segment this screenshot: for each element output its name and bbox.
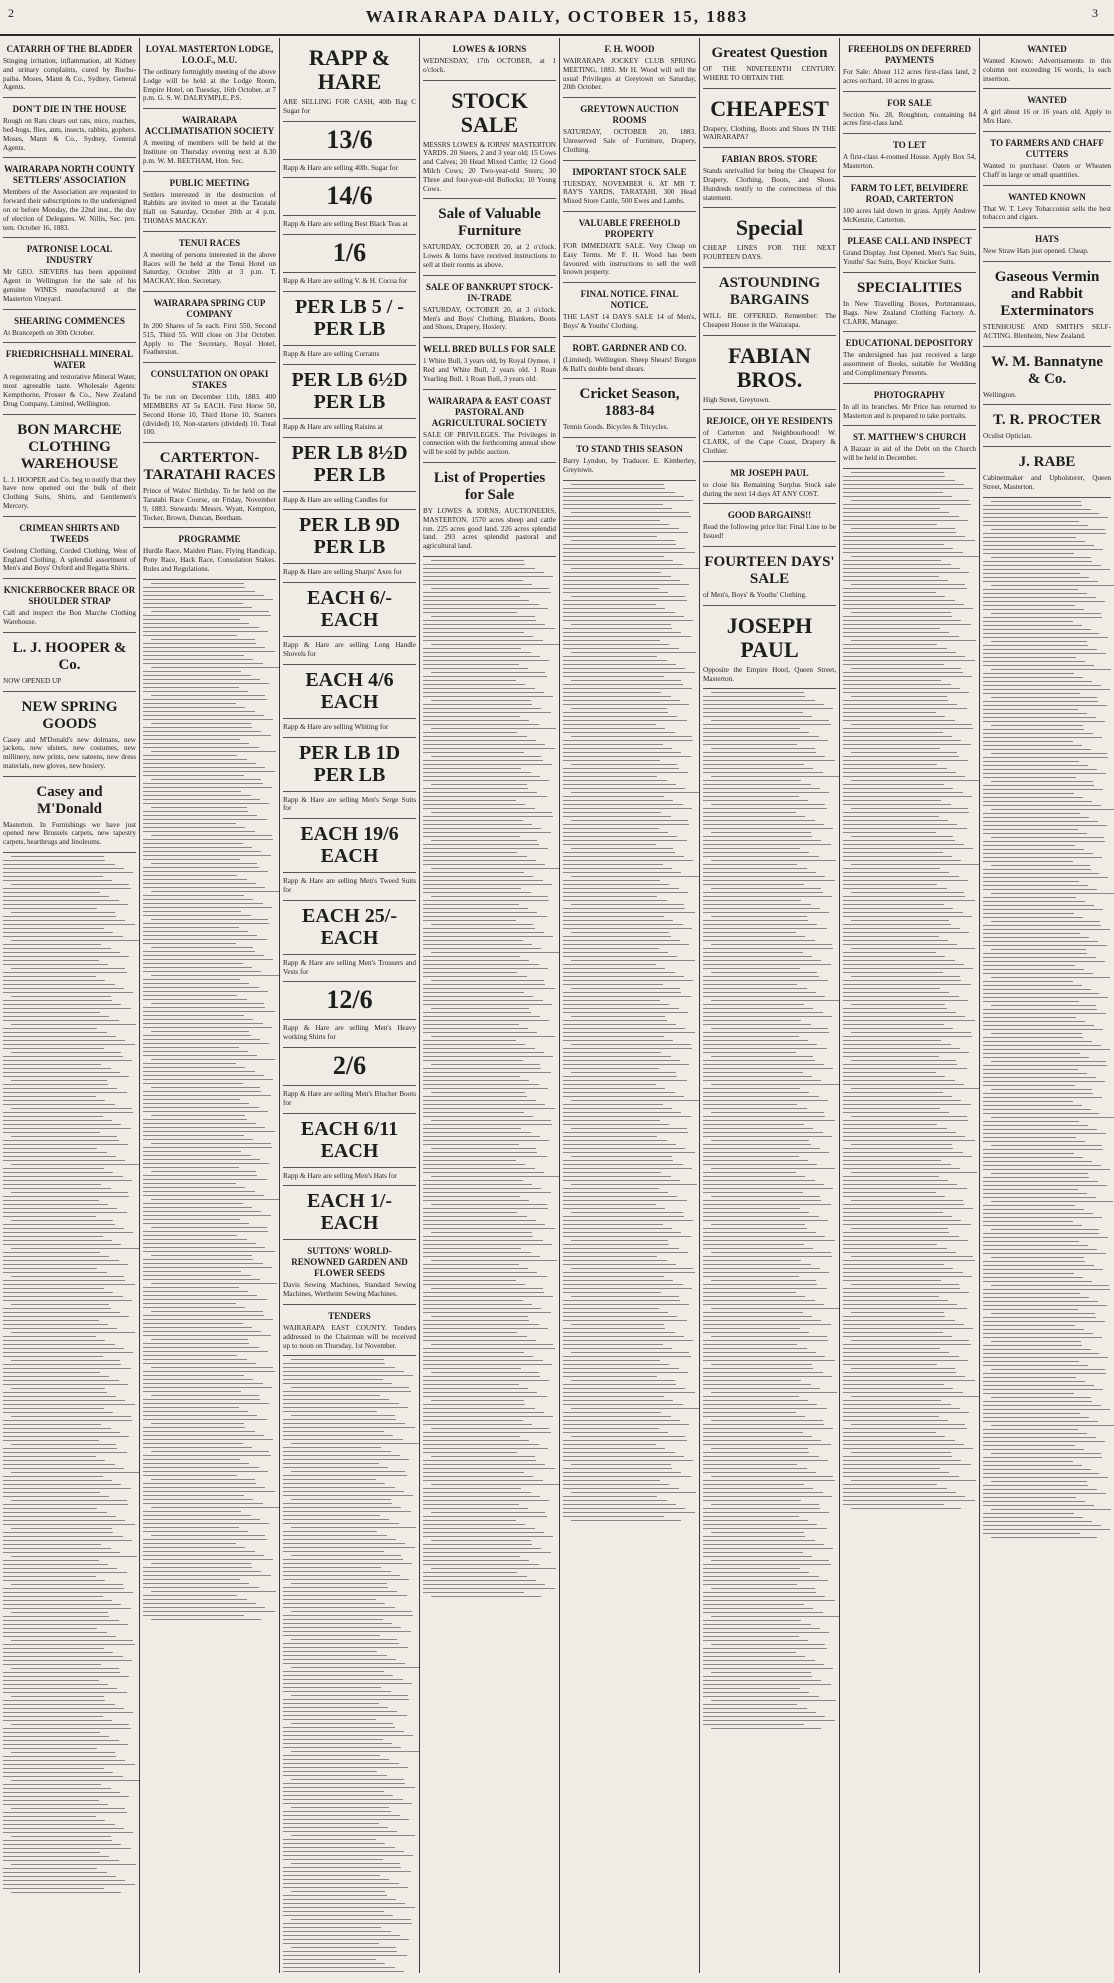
price-figure: PER LB 6½D PER LB [291, 368, 408, 413]
advertisement [143, 528, 276, 579]
ad-heading: FREEHOLDS ON DEFERRED PAYMENTS [847, 44, 972, 65]
ad-heading: GOOD BARGAINS!! [727, 510, 812, 521]
advertisement [3, 415, 136, 517]
advertisement [283, 510, 416, 564]
advertisement [3, 517, 136, 579]
advertisement [3, 579, 136, 633]
advertisement [283, 492, 416, 511]
price-figure: PER LB 9D PER LB [298, 514, 401, 559]
advertisement [283, 292, 416, 346]
ad-body-text: of Men's, Boys' & Youths' Clothing. [703, 590, 807, 599]
ad-body-text: Mr GEO. SIEVERS has been appointed Agent in Wellington for the sale of his genuine WINES manufactured at the Masterton Vineyard. [3, 268, 136, 303]
ad-heading: PHOTOGRAPHY [873, 389, 946, 400]
advertisement [283, 235, 416, 273]
ad-heading: ROBT. GARDNER AND CO. [572, 342, 687, 353]
price-figure: EACH 25/- EACH [302, 904, 397, 949]
advertisement [283, 419, 416, 438]
ad-heading: ST. MATTHEW'S CHURCH [853, 432, 966, 443]
advertisement [703, 547, 836, 606]
price-figure: PER LB 1D PER LB [298, 741, 401, 786]
ad-body-text: WAIRARAPA JOCKEY CLUB SPRING MEETING, 1883. Mr H. Wood will sell the usual Privileges at Greytown on Saturday, 20th October. [563, 57, 696, 92]
price-figure: 13/6 [326, 124, 373, 154]
fine-print-lines [983, 501, 1111, 1538]
newspaper-title: WAIRARAPA DAILY, OCTOBER 15, 1883 [365, 7, 749, 26]
ad-heading: T. R. PROCTER [992, 412, 1102, 429]
ad-heading: TENUI RACES [178, 237, 241, 248]
ad-heading: L. J. HOOPER & Co. [12, 639, 127, 673]
column-4 [420, 38, 559, 1973]
ad-body-text: A Bazaar in aid of the Debt on the Church will be held in December. [843, 445, 976, 463]
ad-heading: CARTERTON-TARATAHI RACES [143, 450, 276, 484]
ad-body-text: MESSRS LOWES & IORNS' MASTERTON YARDS. 20 Steers, 2 and 3 year old; 15 Cows and Calves; 20 Head Mixed Cattle; 12 Good Milch Cows; 20 Two-year-old Steers; 30 Three and four-year-old Bullocks; 10 Young Cows. [423, 140, 556, 193]
advertisement [563, 337, 696, 380]
price-figure: PER LB 8½D PER LB [291, 441, 408, 486]
ad-heading: STOCK SALE [451, 87, 528, 137]
ad-heading: Greatest Question [711, 45, 828, 61]
ad-body-text: TUESDAY, NOVEMBER 6. AT MR T. RAY'S YARDS, TARATAHI. 300 Head Mixed Store Cattle, 500 Ewes and Lambs. [563, 179, 696, 206]
advertisement [3, 633, 136, 692]
column-6 [700, 38, 839, 1973]
ad-body-text: 1 White Bull, 3 years old, by Royal Oymoe. 1 Red and White Bull, 2 years old. 1 Roan Yearling Bull. 1 Roan Bull, 3 years old. [423, 357, 556, 383]
ad-body-text: Rapp & Hare are selling Candles for [283, 495, 388, 504]
ad-body-text: STENHOUSE AND SMITH'S SELF-ACTING. Blenheim, New Zealand. [983, 322, 1111, 340]
ad-heading: List of Properties for Sale [433, 469, 546, 503]
ad-body-text: New Straw Hats just opened. Cheap. [983, 247, 1089, 256]
ad-heading: WANTED KNOWN [1008, 191, 1086, 202]
ad-heading: FINAL NOTICE. FINAL NOTICE. [580, 289, 679, 311]
ad-heading: TO STAND THIS SEASON [576, 444, 683, 455]
advertisement [3, 158, 136, 238]
ad-body-text: WAIRARAPA EAST COUNTY. Tenders addressed to the Chairman will be received up to noon on Thursday, 1st November. [283, 1323, 416, 1350]
advertisement [983, 186, 1111, 229]
advertisement [283, 873, 416, 901]
ad-body-text: THE LAST 14 DAYS SALE 14 of Men's, Boys' & Youths' Clothing. [563, 313, 696, 330]
advertisement [563, 38, 696, 98]
ad-body-text: Grand Display. Just Opened. Men's Sac Suits, Youths' Sac Suits, Boys' Knicker Suits. [843, 249, 976, 267]
advertisement [283, 1048, 416, 1086]
advertisement [283, 955, 416, 983]
ad-body-text: Rapp & Hare are selling Best Black Teas at [283, 220, 408, 229]
ad-body-text: (Limited). Wellington. Sheep Shears! Burgon & Ball's double bend shears. [563, 355, 696, 373]
price-figure: EACH 19/6 EACH [300, 823, 399, 868]
advertisement [843, 38, 976, 92]
ad-body-text: A girl about 16 or 16 years old. Apply to Mrs Hare. [983, 108, 1111, 126]
ad-heading: PUBLIC MEETING [169, 177, 250, 188]
advertisement [563, 438, 696, 481]
advertisement [843, 134, 976, 177]
advertisement [843, 332, 976, 383]
advertisement [423, 276, 556, 338]
column-3 [280, 38, 419, 1973]
ad-heading: FRIEDRICHSHALL MINERAL WATER [5, 349, 134, 371]
advertisement [983, 132, 1111, 186]
advertisement [563, 98, 696, 160]
advertisement [283, 901, 416, 955]
advertisement [283, 1168, 416, 1187]
price-figure: 12/6 [326, 985, 373, 1015]
ad-body-text: Wellington. [983, 390, 1017, 399]
ad-heading: PATRONISE LOCAL INDUSTRY [26, 244, 113, 266]
advertisement [983, 228, 1111, 262]
advertisement [283, 583, 416, 637]
ad-heading: JOSEPH PAUL [726, 612, 813, 662]
price-figure: EACH 6/11 EACH [300, 1117, 399, 1162]
ad-heading: TO LET [892, 140, 927, 151]
ad-body-text: Rapp & Hare are selling Men's Blucher Boots for [283, 1089, 416, 1107]
fine-print-lines [843, 472, 976, 1509]
advertisement [703, 606, 836, 690]
ad-body-text: High Street, Greytown. [703, 395, 771, 404]
advertisement [283, 665, 416, 719]
ad-body-text: A meeting of persons interested in the above Races will be held at the Tenui Hotel on Saturday, October 20th at 3 p.m. T. MACKAY, Hon. Secretary. [143, 250, 276, 286]
ad-body-text: Opposite the Empire Hotel, Queen Street, Masterton. [703, 665, 836, 683]
ad-heading: PROGRAMME [178, 534, 241, 545]
advertisement [563, 283, 696, 337]
ad-body-text: SATURDAY, OCTOBER 20, at 2 o'clock. Lowes & Iorns have received instructions to sell at their rooms as above. [423, 243, 556, 269]
ad-heading: SHEARING COMMENCES [14, 315, 125, 326]
ad-body-text: Prince of Wales' Birthday. To be held on the Taratahi Race Course, on Friday, November 9, 1883. Stewards: Messrs. Wyatt, Kempton, Tocker, Brown, Duncan, Beetham. [143, 487, 276, 522]
ad-heading: WANTED [1027, 44, 1067, 54]
ad-body-text: Rapp & Hare are selling Sharps' Axes for [283, 568, 402, 577]
ad-body-text: SATURDAY, OCTOBER 20, at 3 o'clock. Men's and Boys' Clothing, Blankets, Boots and Shoes, Drapery, Hosiery. [423, 305, 556, 332]
ad-body-text: A first-class 4-roomed House. Apply Box 54, Masterton. [843, 153, 976, 170]
masthead [0, 0, 1114, 34]
ad-body-text: The undersigned has just received a large assortment of Books, suitable for Wedding and Complimentary Presents. [843, 351, 976, 377]
ad-body-text: Stands unrivalled for being the Cheapest for Drapery, Clothing, Boots, and Shoes. Hundreds testify to the correctness of this statement. [703, 167, 836, 202]
column-8 [980, 38, 1114, 1973]
advertisement [143, 363, 276, 443]
ad-body-text: SATURDAY, OCTOBER 20, 1883. Unreserved Sale of Furniture, Drapery, Clothing. [563, 128, 696, 154]
column-5 [560, 38, 699, 1973]
ad-heading: WAIRARAPA ACCLIMATISATION SOCIETY [144, 115, 275, 137]
ad-body-text: Rapp & Hare are selling Currants [283, 349, 380, 358]
ad-body-text: Rapp & Hare are selling Whiting for [283, 722, 389, 731]
advertisement [563, 161, 696, 212]
advertisement [703, 148, 836, 208]
price-figure: 14/6 [326, 181, 373, 211]
ad-body-text: Rough on Rats clears out rats, mice, roaches, bed-bugs, flies, ants, insects, rabbits, gophers. Moses, Mann & Co., Sydney, General Agents. [3, 117, 136, 152]
ad-heading: CONSULTATION ON OPAKI STAKES [150, 369, 269, 391]
advertisement [283, 637, 416, 665]
ad-heading: KNICKERBOCKER BRACE OR SHOULDER STRAP [3, 585, 136, 607]
ad-heading: TENDERS [328, 1310, 371, 1321]
ad-body-text: In all its branches. Mr Price has returned to Masterton and is prepared to take portraits. [843, 402, 976, 420]
advertisement [843, 230, 976, 273]
ad-heading: VALUABLE FREEHOLD PROPERTY [578, 217, 681, 239]
advertisement [843, 177, 976, 231]
ad-body-text: Wanted to purchase: Oaten or Wheaten Chaff in large or small quantities. [983, 161, 1111, 179]
ad-body-text: NOW OPENED UP [3, 676, 62, 685]
ad-body-text: Settlers interested in the destruction of Rabbits are invited to meet at the Taratahi Hall on Saturday, October 20th at 4 p.m. THOMAS MACKAY. [143, 190, 276, 225]
masthead-rule [0, 34, 1114, 36]
ad-heading: REJOICE, OH YE RESIDENTS [706, 416, 833, 427]
ad-heading: Cricket Season, 1883-84 [579, 386, 680, 420]
ad-heading: EDUCATIONAL DEPOSITORY [845, 338, 974, 349]
ad-heading: TO FARMERS AND CHAFF CUTTERS [990, 137, 1104, 159]
ad-body-text: CHEAP LINES FOR THE NEXT FOURTEEN DAYS. [703, 244, 836, 262]
advertisement [983, 89, 1111, 132]
advertisement [703, 504, 836, 547]
ad-body-text: In New Travelling Boxes, Portmanteaus, Bags. New Zealand Clothing Factory. A. CLARK, Manager. [843, 299, 976, 326]
ad-heading: WANTED [1027, 95, 1067, 106]
ad-body-text: Rapp & Hare are selling Men's Tweed Suits for [283, 877, 416, 894]
ad-heading: FABIAN BROS. [728, 342, 811, 392]
advertisement [983, 347, 1111, 406]
ad-heading: FOURTEEN DAYS' SALE [704, 553, 835, 587]
advertisement [283, 1305, 416, 1356]
price-figure: EACH 6/- EACH [307, 587, 392, 632]
ad-body-text: of Carterton and Neighbourhood! W. CLARK, of the Cape Coast, Drapery & Clothier. [703, 429, 836, 455]
ad-heading: WAIRARAPA SPRING CUP COMPANY [153, 297, 266, 319]
advertisement [3, 343, 136, 414]
ad-heading: MR JOSEPH PAUL [730, 467, 809, 478]
advertisement [563, 212, 696, 283]
advertisement [703, 89, 836, 149]
ad-body-text: Section No. 28, Roughton, containing 84 acres first-class land. [843, 110, 976, 128]
ad-heading: CRIMEAN SHIRTS AND TWEEDS [19, 522, 120, 544]
advertisement [143, 38, 276, 109]
advertisement [703, 208, 836, 268]
advertisement [703, 462, 836, 505]
ad-heading: LOWES & IORNS [452, 44, 527, 54]
ad-heading: CHEAPEST [710, 95, 829, 121]
ad-heading: GREYTOWN AUCTION ROOMS [580, 104, 679, 126]
ad-heading: FOR SALE [887, 97, 932, 108]
advertisement [283, 216, 416, 235]
ad-body-text: to close his Remaining Surplus Stock sale during the next 14 days AT ANY COST. [703, 480, 836, 498]
ad-heading: NEW SPRING GOODS [21, 698, 118, 732]
ad-body-text: FOR IMMEDIATE SALE. Very Cheap on Easy Terms. Mr F. H. Wood has been favoured with instructions to sell the well known property. [563, 241, 696, 277]
fine-print-lines [283, 1359, 416, 1973]
advertisement [283, 346, 416, 365]
advertisement [423, 81, 556, 200]
ad-heading: FARM TO LET, BELVIDERE ROAD, CARTERTON [850, 182, 969, 204]
advertisement [283, 719, 416, 738]
ad-body-text: Barry Lyndon, by Traducer. E. Kimberley, Greytown. [563, 457, 696, 474]
ad-heading: HATS [1035, 234, 1059, 245]
ad-body-text: Rapp & Hare are selling 40lb. Sugar for [283, 163, 398, 172]
ad-body-text: In 200 Shares of 5s each. First 550, Second 515, Third 55. Will close on 31st October. Apply to The Secretary, Royal Hotel, Featherston. [143, 321, 276, 357]
ad-body-text: Davis Sewing Machines, Standard Sewing Machines, Wertheim Sewing Machines. [283, 1281, 416, 1299]
advertisement [283, 1240, 416, 1305]
ad-body-text: Geelong Clothing, Corded Clothing, West of England Clothing. A splendid assortment of Men's and Boys' Oxford and Regatta Shirts. [3, 546, 136, 573]
ad-body-text: Oculist Optician. [983, 432, 1033, 441]
ad-body-text: Rapp & Hare are selling Men's Trousers and Vests for [283, 958, 416, 976]
advertisement [283, 1020, 416, 1048]
advertisement [423, 199, 556, 275]
advertisement [143, 172, 276, 232]
advertisement [283, 1186, 416, 1240]
fine-print-lines [423, 560, 556, 1597]
ad-heading: Gaseous Vermin and Rabbit Exterminators [994, 268, 1100, 319]
advertisement [703, 336, 836, 411]
ad-heading: WAIRARAPA & EAST COAST PASTORAL AND AGRICULTURAL SOCIETY [427, 395, 552, 428]
ad-body-text: Rapp & Hare are selling Men's Serge Suits for [283, 795, 416, 813]
ad-heading: SALE OF BANKRUPT STOCK-IN-TRADE [425, 281, 554, 303]
advertisement [423, 463, 556, 557]
ad-body-text: WILL BE OFFERED. Remember: The Cheapest House in the Wairarapa. [703, 311, 836, 329]
ad-heading: WAIRARAPA NORTH COUNTY SETTLERS' ASSOCIATION [3, 164, 136, 186]
advertisement [843, 384, 976, 427]
ad-body-text: Masterton. In Furnishings we have just opened new Brussels carpets, new tapestry carpets, hearthrugs and linoleums. [3, 820, 136, 847]
ad-heading: IMPORTANT STOCK SALE [572, 166, 687, 177]
ad-body-text: Drapery, Clothing, Boots and Shoes IN THE WAIRARAPA? [703, 124, 836, 142]
advertisement [143, 109, 276, 171]
advertisement [703, 268, 836, 336]
advertisement [3, 692, 136, 777]
advertisement [3, 238, 136, 309]
advertisement [143, 443, 276, 528]
advertisement [283, 178, 416, 216]
advertisement [283, 273, 416, 292]
ad-heading: FABIAN BROS. STORE [721, 154, 818, 165]
ad-heading: SPECIALITIES [856, 279, 963, 296]
ad-body-text: Rapp & Hare are selling V. & H. Cocoa for [283, 277, 408, 286]
ad-body-text: Wanted Known: Advertisements in this column not exceeding 16 words, 1s each insertion. [983, 57, 1111, 83]
ad-body-text: A meeting of members will be held at the Institute on Thursday evening next at 8.30 p.m. W. M. BEETHAM, Hon. Sec. [143, 139, 276, 165]
advertisement [423, 390, 556, 463]
page-number-left: 2 [8, 6, 16, 20]
column-2 [140, 38, 279, 1973]
advertisement [983, 38, 1111, 89]
ad-body-text: Rapp & Hare are selling Men's Hats for [283, 1171, 398, 1180]
advertisement [423, 338, 556, 389]
ad-body-text: At Brancepeth on 30th October. [3, 328, 95, 337]
advertisement [283, 819, 416, 873]
ad-body-text: A regenerating and restorative Mineral Water, most agreeable taste. Wholesale Agents: Kempthorne, Prosser & Co., New Zealand Drug Company, Limited, Wellington. [3, 373, 136, 408]
ad-heading: Special [735, 215, 804, 241]
ad-body-text: SALE OF PRIVILEGES. The Privileges in connection with the forthcoming annual show will be sold by public auction. [423, 430, 556, 457]
advertisement [843, 273, 976, 332]
price-figure: 2/6 [332, 1050, 367, 1080]
column-1 [0, 38, 139, 1973]
ad-body-text: Stinging irritation, inflammation, all Kidney and urinary complaints, cured by Buchu-paiba. Moses, Mann & Co., Sydney, General Agents. [3, 57, 136, 92]
advertisement [423, 38, 556, 81]
ad-heading: WELL BRED BULLS FOR SALE [423, 344, 556, 355]
fine-print-lines [143, 583, 276, 1620]
ad-heading: RAPP & HARE [308, 45, 391, 94]
advertisement [703, 38, 836, 89]
advertisement [283, 160, 416, 179]
ad-heading: J. RABE [1018, 454, 1076, 471]
price-figure: 1/6 [332, 238, 367, 268]
ad-body-text: Members of the Association are requested to forward their subscriptions to the undersigned on or before Monday, the 22nd inst., the day of election of Delegates. W. Nillis, Sec. pro. tem. October 16, 1883. [3, 188, 136, 232]
ad-body-text: That W. T. Levy Tobacconist sells the best tobacco and cigars. [983, 204, 1111, 222]
advertisement [843, 92, 976, 135]
advertisement [3, 98, 136, 158]
advertisement [283, 564, 416, 583]
ad-body-text: Read the following price list: Final Line to be Issued! [703, 523, 836, 541]
ad-body-text: Cabinetmaker and Upholsterer, Queen Street, Masterton. [983, 474, 1111, 491]
fine-print-lines [563, 484, 696, 1521]
ad-body-text: Hurdle Race, Maiden Plate, Flying Handicap, Pony Race, Hack Race, Consolation Stakes. Rules and Regulations. [143, 547, 276, 573]
advertisement [843, 426, 976, 469]
advertisement [143, 292, 276, 363]
advertisement [3, 38, 136, 98]
ad-heading: LOYAL MASTERTON LODGE, I.O.O.F., M.U. [145, 44, 274, 65]
advertisement [283, 438, 416, 492]
ad-body-text: Rapp & Hare are selling Long Handle Shovels for [283, 641, 416, 658]
ad-heading: BON MARCHE CLOTHING WAREHOUSE [17, 421, 122, 472]
ad-body-text: Casey and M'Donald's new dolmans, new jackets, new ulsters, new costumes, new millinery, new prints, new sateens, new dress materials, new gloves, new hosiery. [3, 735, 136, 770]
ad-body-text: 100 acres laid down in grass. Apply Andrew McKenzie, Carterton. [843, 206, 976, 224]
advertisement [143, 232, 276, 292]
fine-print-lines [703, 692, 836, 1729]
advertisement [3, 777, 136, 853]
price-figure: EACH 4/6 EACH [305, 668, 394, 713]
ad-heading: F. H. WOOD [604, 44, 655, 54]
ad-body-text: BY LOWES & IORNS, AUCTIONEERS, MASTERTON. 1570 acres sheep and cattle run. 225 acres good land. 226 acres splendid land. 293 acres splendid pastoral and agricultural land. [423, 506, 556, 551]
price-figure: PER LB 5 / - PER LB [295, 295, 404, 340]
advertisement [983, 262, 1111, 347]
ad-body-text: Rapp & Hare are selling Men's Heavy working Shirts for [283, 1024, 416, 1042]
price-figure: EACH 1/- EACH [307, 1190, 392, 1235]
ad-body-text: ARE SELLING FOR CASH, 40lb Bag C Sugar for [283, 98, 416, 115]
ad-body-text: L. J. HOOPER and Co. beg to notify that they have now opened out the bulk of their Clothing Suits, Shirts, and Gentlemen's Mercery. [3, 475, 136, 510]
ad-body-text: Call and inspect the Bon Marche Clothing Warehouse. [3, 609, 136, 626]
advertisement [703, 410, 836, 461]
ad-heading: Sale of Valuable Furniture [438, 206, 541, 240]
ad-heading: DON'T DIE IN THE HOUSE [12, 104, 127, 115]
fine-print-lines [3, 856, 136, 1893]
ad-heading: W. M. Bannatyne & Co. [991, 353, 1103, 387]
column-7 [840, 38, 979, 1973]
ad-body-text: The ordinary fortnightly meeting of the above Lodge will be held at the Lodge Room, Empire Hotel, on Tuesday, 16th October, at 7 p.m. G. S. W. DALRYMPLE, P.S. [143, 68, 276, 103]
advertisement [283, 365, 416, 419]
ad-heading: CATARRH OF THE BLADDER [6, 44, 133, 54]
advertisement [283, 792, 416, 820]
ad-heading: ASTOUNDING BARGAINS [718, 274, 821, 308]
advertisement [283, 1086, 416, 1114]
ad-heading: Casey and M'Donald [36, 783, 103, 817]
ad-heading: PLEASE CALL AND INSPECT [847, 236, 972, 247]
advertisement [3, 310, 136, 344]
advertisement [283, 982, 416, 1020]
advertisement [563, 379, 696, 438]
advertisement [283, 122, 416, 160]
page-number-right: 3 [1092, 6, 1100, 20]
advertisement [983, 447, 1111, 498]
advertisement [283, 38, 416, 122]
advertisement [283, 738, 416, 792]
ad-body-text: Rapp & Hare are selling Raisins at [283, 422, 383, 431]
ad-heading: SUTTONS' WORLD-RENOWNED GARDEN AND FLOWER SEEDS [291, 1246, 408, 1279]
ad-body-text: To be run on December 11th, 1883. 400 MEMBERS AT 5s EACH. First Horse 50, Second Horse 10, Third Horse 10, Starters (divided) 10, Non-starters (divided) 10. Total 100. [143, 393, 276, 437]
advertisement [983, 405, 1111, 447]
ad-body-text: WEDNESDAY, 17th OCTOBER, at 1 o'clock. [423, 57, 556, 74]
ad-body-text: Tennis Goods. Bicycles & Tricycles. [563, 423, 669, 432]
ad-body-text: OF THE NINETEENTH CENTURY. WHERE TO OBTAIN THE [703, 65, 836, 82]
ad-body-text: For Sale: About 112 acres first-class land, 2 acres orchard, 10 acres in grass. [843, 68, 976, 85]
advertisement [283, 1114, 416, 1168]
